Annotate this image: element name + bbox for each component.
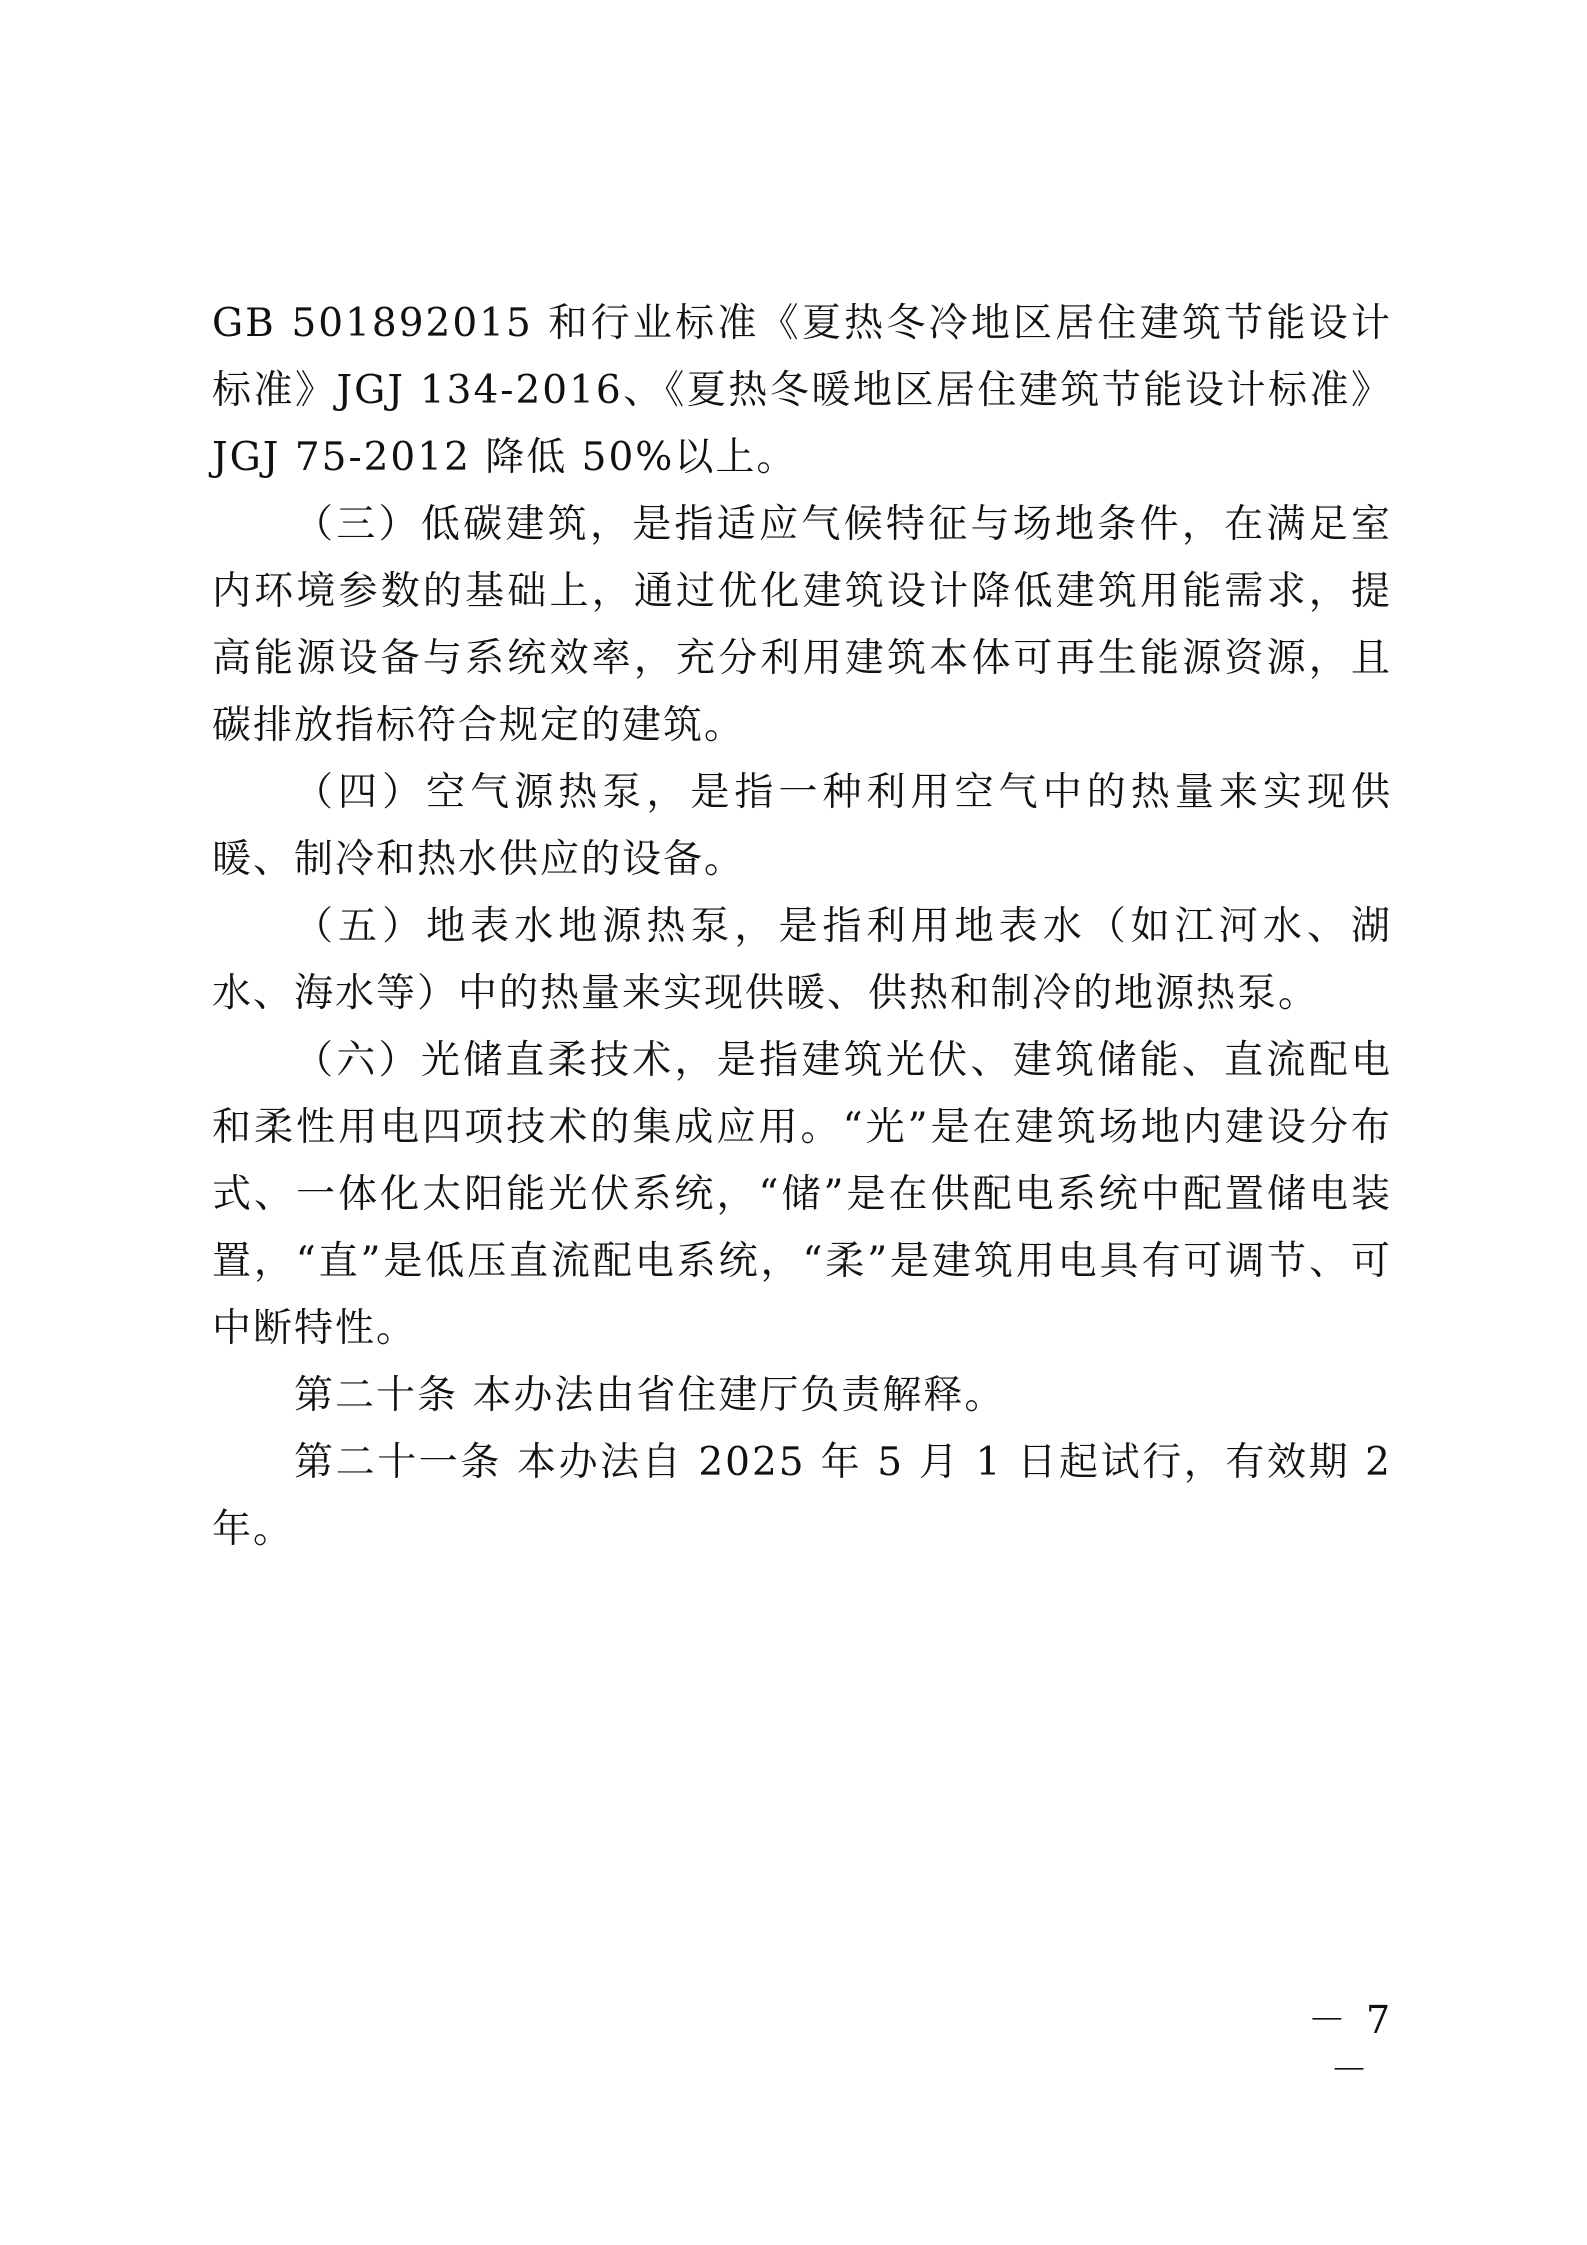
page-number: － 7 － bbox=[1307, 1998, 1395, 2092]
paragraph-surface-water-heat-pump: （五）地表水地源热泵，是指利用地表水（如江河水、湖水、海水等）中的热量来实现供暖、供热和制冷的地源热泵。 bbox=[212, 904, 1392, 1016]
document-body bbox=[212, 290, 1392, 1563]
paragraph-pedf-technology: （六）光储直柔技术，是指建筑光伏、建筑储能、直流配电和柔性用电四项技术的集成应用。“光”是在建筑场地内建设分布式、一体化太阳能光伏系统，“储”是在供配电系统中配置储电装置，“直”是低压直流配电系统，“柔”是建筑用电具有可调节、可中断特性。 bbox=[212, 1038, 1392, 1351]
paragraph-low-carbon-building: （三）低碳建筑，是指适应气候特征与场地条件，在满足室内环境参数的基础上，通过优化建筑设计降低建筑用能需求，提高能源设备与系统效率，充分利用建筑本体可再生能源资源，且碳排放指标符合规定的建筑。 bbox=[212, 502, 1392, 748]
paragraph-article-20: 第二十条 本办法由省住建厅负责解释。 bbox=[294, 1373, 1006, 1418]
paragraph-standard-continuation: GB 501892015 和行业标准《夏热冬冷地区居住建筑节能设计标准》JGJ 134-2016、《夏热冬暖地区居住建筑节能设计标准》JGJ 75-2012 降低 50%以上。 bbox=[212, 301, 1392, 480]
paragraph-article-21: 第二十一条 本办法自 2025 年 5 月 1 日起试行，有效期 2 年。 bbox=[212, 1440, 1392, 1552]
paragraph-air-source-heat-pump: （四）空气源热泵，是指一种利用空气中的热量来实现供暖、制冷和热水供应的设备。 bbox=[212, 770, 1392, 882]
